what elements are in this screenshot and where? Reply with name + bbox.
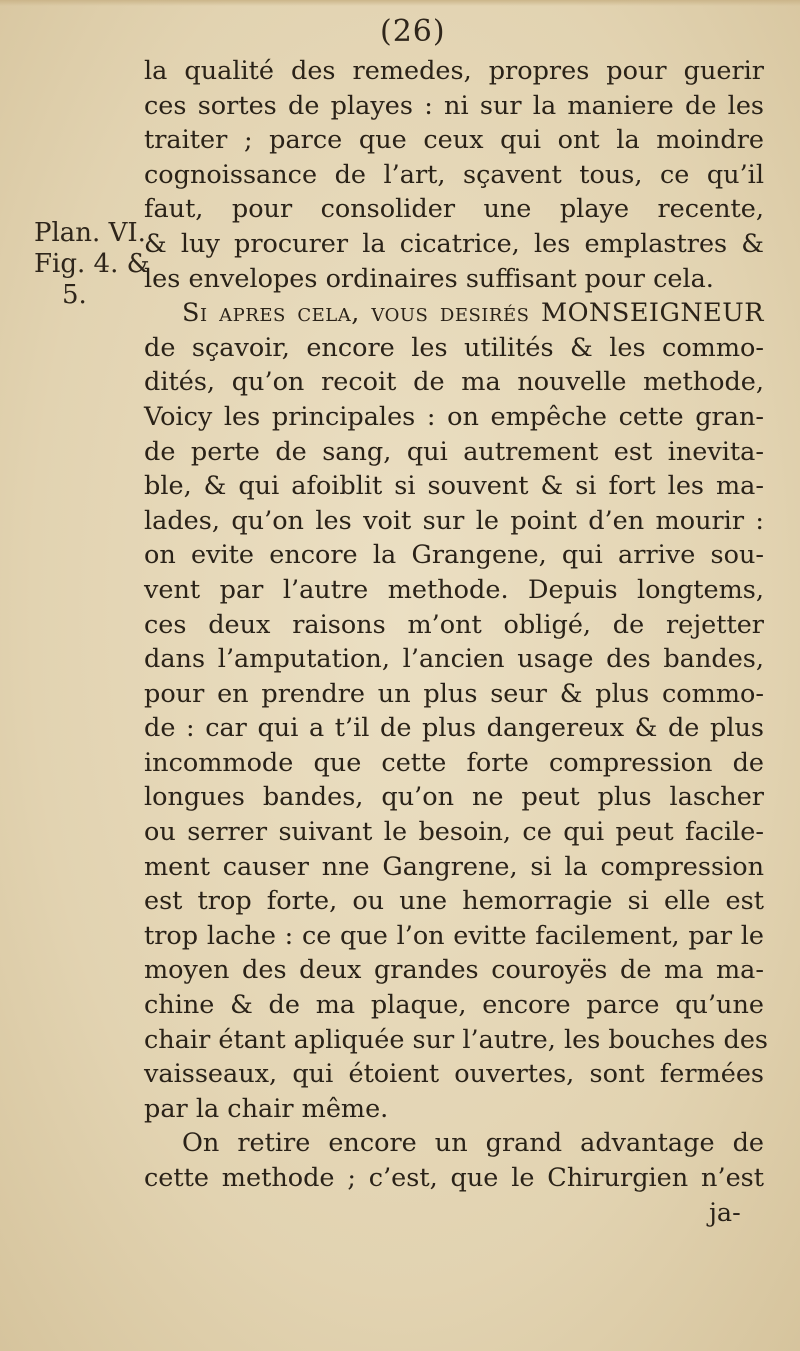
text-line: longues bandes, qu’on ne peut plus lascher: [144, 782, 764, 813]
text-line: les envelopes ordinaires suffisant pour cela.: [144, 263, 714, 294]
text-line: On retire encore un grand advantage de: [182, 1128, 764, 1159]
text-line: pour en prendre un plus seur & plus commo-: [144, 678, 764, 709]
text-line: ou serrer suivant le besoin, ce qui peut facile-: [144, 817, 764, 848]
text-line: Voicy les principales : on empêche cette gran-: [144, 401, 764, 432]
margin-note-line: Fig. 4. &: [34, 249, 150, 279]
text-line: cognoissance de l’art, sçavent tous, ce qu’il: [144, 159, 764, 190]
text-line: ces sortes de playes : ni sur la maniere de les: [144, 90, 764, 121]
text-line: dités, qu’on recoit de ma nouvelle methode,: [144, 367, 764, 398]
catchword: ja-: [709, 1197, 741, 1228]
text-line: faut, pour consolider une playe recente,: [144, 194, 764, 225]
text-line: de sçavoir, encore les utilités & les commo-: [144, 332, 764, 363]
text-line: trop lache : ce que l’on evitte facilement, par le: [144, 920, 764, 951]
text-line: de perte de sang, qui autrement est inevita-: [144, 436, 764, 467]
text-line: Si apres cela, vous desirés MONSEIGNEUR: [182, 298, 764, 329]
text-line: on evite encore la Grangene, qui arrive sou-: [144, 540, 764, 571]
text-line: cette methode ; c’est, que le Chirurgien n’est: [144, 1163, 764, 1193]
text-line: par la chair même.: [144, 1093, 389, 1124]
page-number: (26): [380, 14, 446, 49]
text-line: & luy procurer la cicatrice, les emplastres &: [144, 228, 764, 259]
text-line: incommode que cette forte compression de: [144, 747, 764, 778]
text-line: ces deux raisons m’ont obligé, de rejetter: [144, 609, 764, 640]
margin-note: [34, 218, 152, 311]
text-line: la qualité des remedes, propres pour guerir: [144, 56, 764, 86]
text-line: dans l’amputation, l’ancien usage des bandes,: [144, 644, 764, 675]
text-line: traiter ; parce que ceux qui ont la moindre: [144, 125, 764, 156]
text-line: est trop forte, ou une hemorragie si elle est: [144, 886, 764, 917]
page-top-edge: [0, 0, 800, 6]
text-line: ment causer nne Gangrene, si la compression: [144, 851, 764, 882]
body-text: [144, 54, 769, 1230]
text-line: ble, & qui afoiblit si souvent & si fort les ma-: [144, 471, 764, 502]
text-line: vent par l’autre methode. Depuis longtems,: [144, 574, 764, 605]
text-line: vaisseaux, qui étoient ouvertes, sont fermées: [144, 1059, 764, 1090]
text-line: chine & de ma plaque, encore parce qu’une: [144, 990, 764, 1021]
text-line: moyen des deux grandes couroyës de ma ma-: [144, 955, 764, 986]
margin-note-line: Plan. VI.: [34, 218, 146, 248]
margin-note-line: 5.: [62, 280, 87, 310]
text-line: chair étant apliquée sur l’autre, les bouches des: [144, 1024, 769, 1055]
text-line: lades, qu’on les voit sur le point d’en mourir :: [144, 505, 764, 536]
text-line: de : car qui a t’il de plus dangereux & de plus: [144, 713, 764, 744]
